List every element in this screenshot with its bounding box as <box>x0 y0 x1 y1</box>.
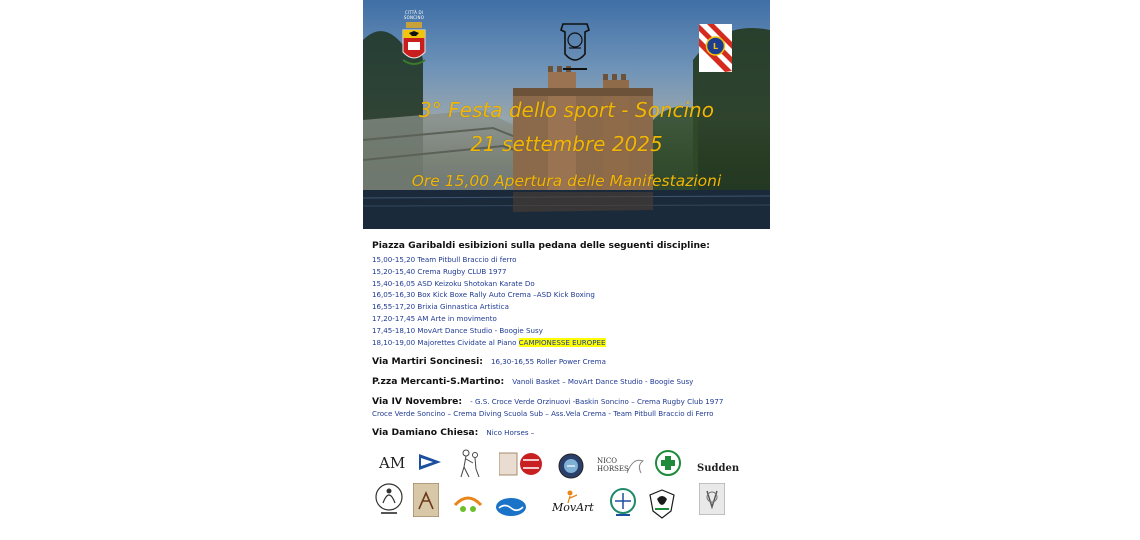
roller-icon <box>453 491 483 515</box>
round-badge-icon <box>558 453 584 479</box>
location-value: Vanoli Basket – MovArt Dance Studio - Boogie Susy <box>512 377 694 387</box>
am-logo-icon <box>377 451 407 473</box>
gymnast-icon <box>413 483 439 517</box>
svg-text:L: L <box>712 42 719 51</box>
am-arte-logo <box>377 451 407 473</box>
schedule-item-majorettes <box>372 337 767 349</box>
hero-banner <box>363 0 770 229</box>
sudden-text: Sudden <box>697 463 740 474</box>
pro-loco-crest <box>555 20 595 74</box>
location-name: Via Martiri Soncinesi: <box>372 356 483 368</box>
program-section <box>372 240 767 439</box>
shield-icon <box>649 489 675 519</box>
lions-icon <box>699 24 732 72</box>
coat-of-arms-icon <box>399 20 429 70</box>
vanoli-logo <box>649 489 675 519</box>
location-name: P.zza Mercanti-S.Martino: <box>372 376 505 388</box>
basket-badge-icon <box>609 487 637 517</box>
nico-horses-logo <box>597 453 645 477</box>
schedule-item: 16,55-17,20 Brixia Ginnastica Artistica <box>372 302 509 312</box>
svg-text:AM: AM <box>379 454 406 472</box>
event-title: 3° Festa dello sport - Soncino <box>419 98 714 122</box>
green-cross-icon <box>655 450 681 476</box>
schedule-item: 15,20-15,40 Crema Rugby CLUB 1977 <box>372 266 507 276</box>
movart-text: MovArt <box>552 501 594 514</box>
location-row <box>372 352 767 368</box>
location-name: Via Damiano Chiesa: <box>372 427 479 439</box>
program-heading: Piazza Garibaldi esibizioni sulla pedana delle seguenti discipline: <box>372 240 710 251</box>
wave-icon <box>495 497 527 517</box>
majorettes-logo <box>373 479 405 515</box>
sudden-logo <box>697 456 739 475</box>
event-subtitle: Ore 15,00 Apertura delle Manifestazioni <box>411 172 722 190</box>
highlight-badge: CAMPIONESSE EUROPEE <box>518 337 606 347</box>
schedule-item-text: 18,10-19,00 Majorettes Cividate al Piano <box>372 337 517 347</box>
rugby-club-logo <box>699 483 725 515</box>
schedule-item: 17,45-18,10 MovArt Dance Studio - Boogie Susy <box>372 325 543 335</box>
dancers-icon <box>457 447 483 479</box>
location-value: 16,30-16,55 Roller Power Crema <box>491 357 606 367</box>
boogie-susy-logo <box>457 447 483 479</box>
vela-crema-logo <box>417 452 443 472</box>
nico-horses-text: NICO HORSES <box>597 457 629 473</box>
baskin-logo <box>609 487 637 517</box>
schedule-item: 17,20-17,45 AM Arte in movimento <box>372 313 497 323</box>
movart-logo <box>550 489 594 515</box>
boxing-icon <box>499 451 545 477</box>
diving-logo <box>495 497 527 517</box>
location-continuation: Croce Verde Soncino – Crema Diving Scuola Sub – Ass.Vela Crema - Team Pitbull Braccio di Ferro <box>372 409 714 419</box>
location-row <box>372 372 767 388</box>
schedule-item: 15,40-16,05 ASD Keizoku Shotokan Karate Do <box>372 278 535 288</box>
location-row <box>372 423 767 439</box>
sail-flag-icon <box>417 452 443 472</box>
brixia-logo <box>413 483 439 517</box>
location-value: - G.S. Croce Verde Orzinuovi -Baskin Soncino – Crema Rugby Club 1977 <box>470 397 724 407</box>
event-poster <box>363 0 770 540</box>
rugby-badge-icon <box>699 483 725 515</box>
schedule-list <box>372 254 767 348</box>
location-row <box>372 392 767 408</box>
location-value: Nico Horses – <box>486 428 535 438</box>
roller-power-logo <box>453 491 483 515</box>
location-name: Via IV Novembre: <box>372 396 463 408</box>
box-kick-logo <box>499 451 545 477</box>
majorette-icon <box>373 479 405 515</box>
crest-icon <box>555 20 595 74</box>
lions-club-logo <box>699 24 732 72</box>
sponsor-logos <box>363 447 770 527</box>
schedule-item: 15,00-15,20 Team Pitbull Braccio di ferro <box>372 255 517 264</box>
soncino-coat-of-arms <box>399 10 429 68</box>
schedule-item: 16,05-16,30 Box Kick Boxe Rally Auto Crema –ASD Kick Boxing <box>372 290 595 300</box>
keizoku-logo <box>558 453 584 479</box>
event-date: 21 settembre 2025 <box>470 132 663 156</box>
croce-verde-logo <box>655 450 681 476</box>
town-label: CITTÀ DI SONCINO <box>403 10 425 20</box>
